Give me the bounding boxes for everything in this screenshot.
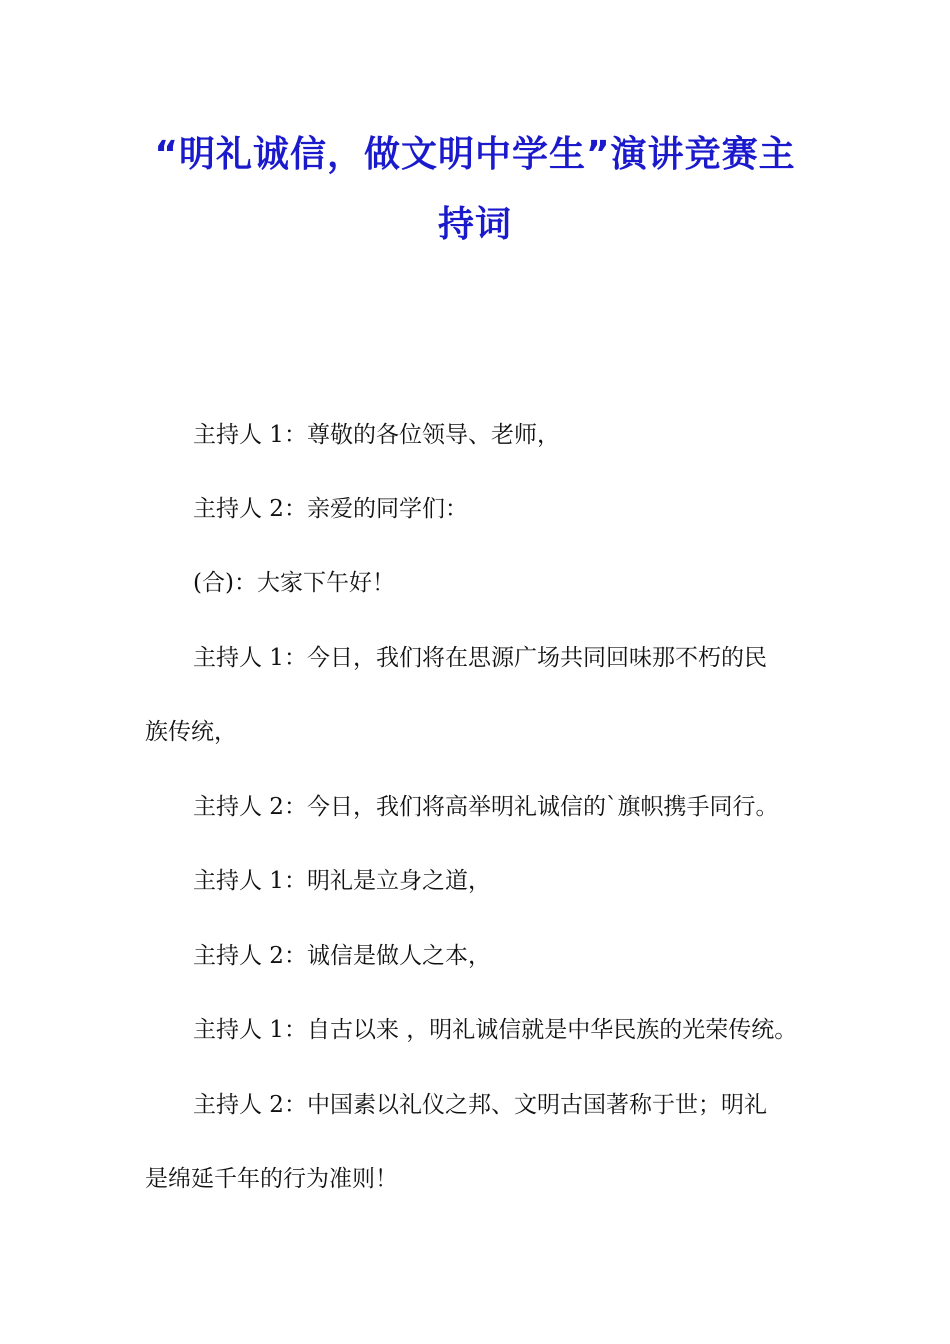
paragraph-line: 主持人 2：今日，我们将高举明礼诚信的`旗帜携手同行。 [193, 794, 779, 820]
paragraph-line: 主持人 1：明礼是立身之道， [193, 868, 491, 894]
paragraph-line: (合)：大家下午好！ [193, 570, 395, 596]
paragraph-line: 主持人 1：自古以来 ，明礼诚信就是中华民族的光荣传统。 [193, 1017, 798, 1043]
paragraph-line: 族传统， [145, 719, 237, 745]
paragraph-line: 主持人 1：尊敬的各位领导、老师， [193, 422, 560, 448]
paragraph-line: 主持人 2：诚信是做人之本， [193, 943, 491, 969]
paragraph-line: 主持人 2：中国素以礼仪之邦、文明古国著称于世；明礼 [193, 1092, 767, 1118]
document-title-line-2: 持词 [437, 204, 512, 245]
paragraph-line: 是绵延千年的行为准则！ [145, 1166, 398, 1192]
document-title-line-1: “明礼诚信，做文明中学生”演讲竞赛主 [154, 134, 796, 175]
paragraph-line: 主持人 2：亲爱的同学们： [193, 496, 468, 522]
paragraph-line: 主持人 1：今日，我们将在思源广场共同回味那不朽的民 [193, 645, 767, 671]
